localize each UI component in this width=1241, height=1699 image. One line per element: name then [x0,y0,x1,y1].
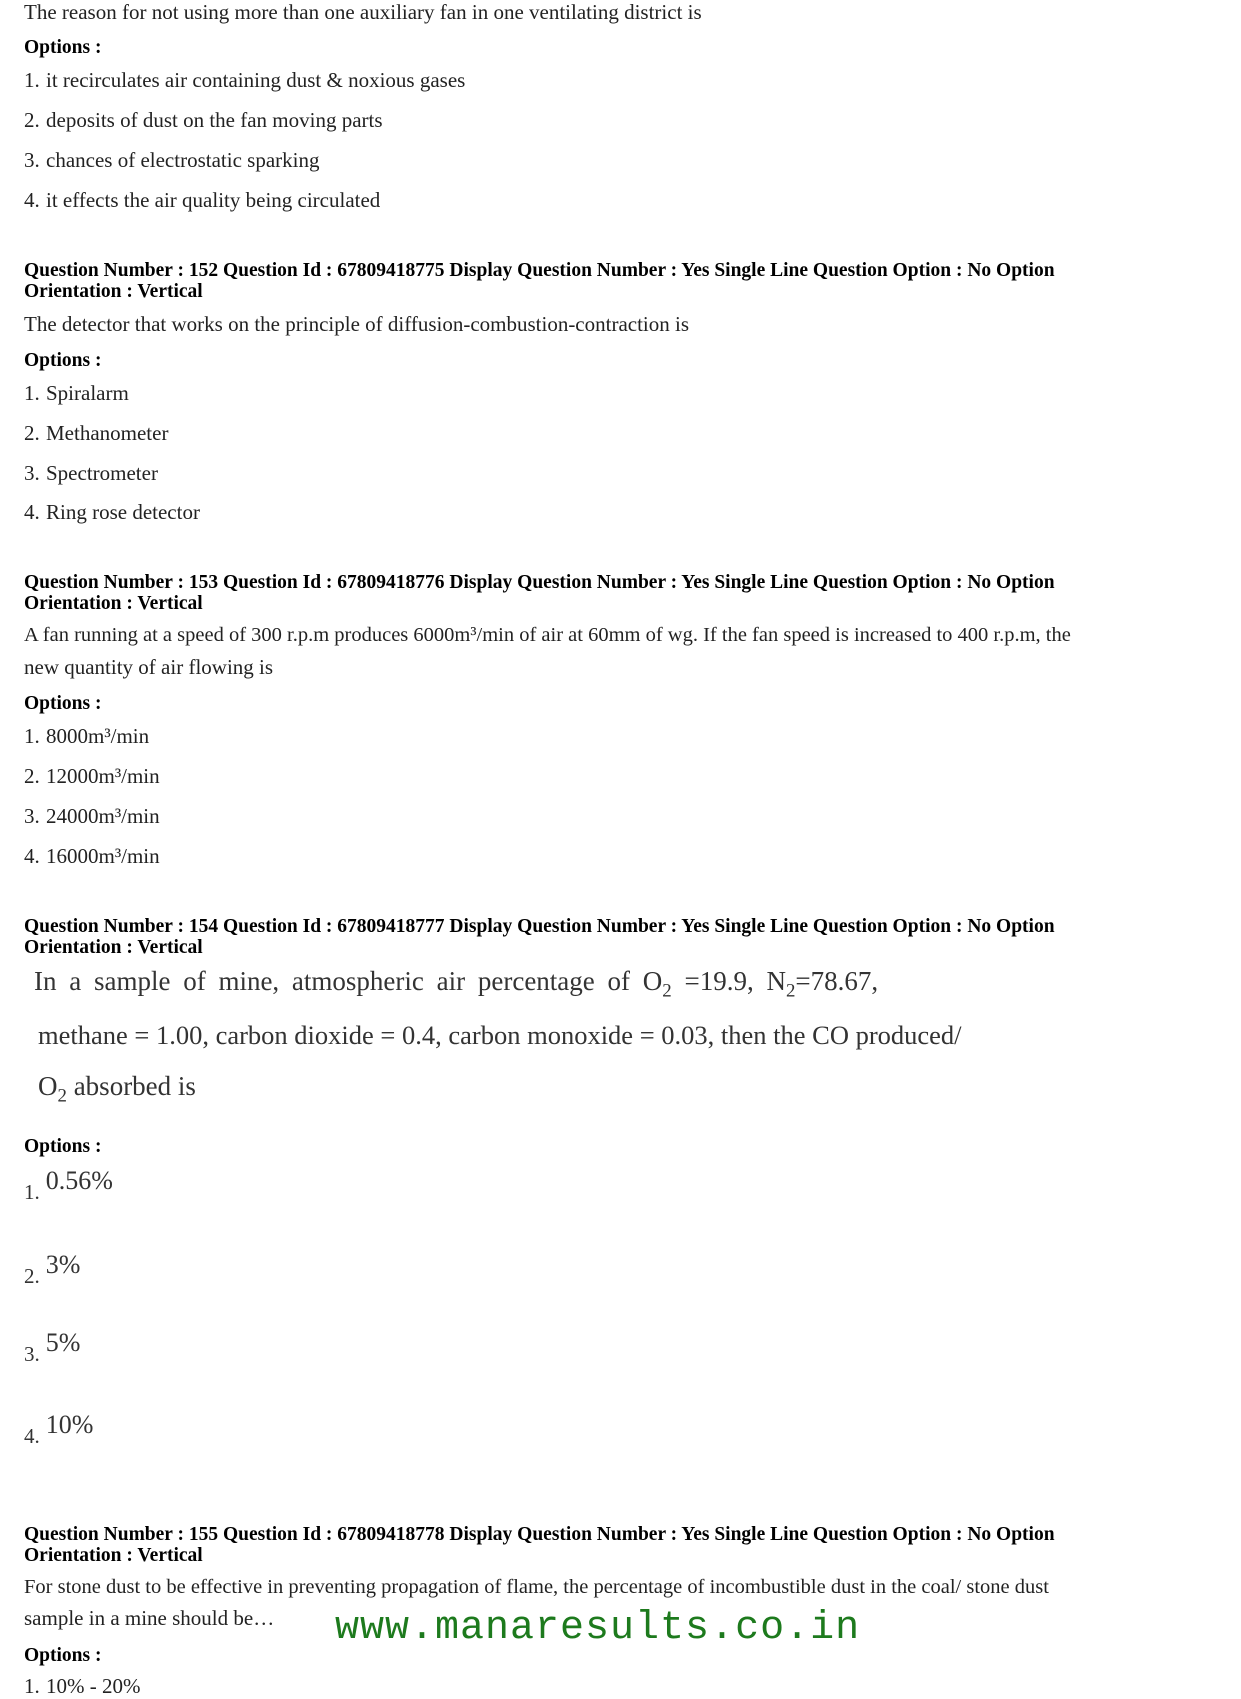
stem-text: =19.9, N [671,966,786,996]
stem-subscript: 2 [57,1085,67,1107]
q153-stem-line1: A fan running at a speed of 300 r.p.m produces 6000m³/min of air at 60mm of wg. If the fan speed is increased to 400 r.p.m, the [24,624,1071,646]
option-text: 16000m³/min [46,844,160,868]
q154-header [24,916,1214,958]
q151-option-2 [24,108,1214,133]
option-number: 3. [24,1342,40,1366]
q153-option-3 [24,804,1214,829]
option-text: it recirculates air containing dust & noxious gases [46,68,466,92]
option-number: 1. [24,68,40,92]
q154-options-label: Options : [24,1136,102,1157]
q153-option-2 [24,764,1214,789]
option-number: 3. [24,804,40,828]
option-text: Methanometer [46,421,169,445]
option-number: 2. [24,421,40,445]
stem-text: absorbed is [66,1071,196,1101]
q154-option-1 [24,1166,1214,1205]
q153-options-label: Options : [24,693,102,714]
option-number: 2. [24,1264,40,1288]
q154-stem-line2: methane = 1.00, carbon dioxide = 0.4, carbon monoxide = 0.03, then the CO produced/ [38,1020,962,1050]
stem-text: O [38,1071,58,1101]
option-text: deposits of dust on the fan moving parts [46,108,383,132]
option-number: 3. [24,148,40,172]
q155-stem-line1: For stone dust to be effective in preventing propagation of flame, the percentage of incombustible dust in the coal/ stone dust [24,1576,1049,1598]
q152-option-1 [24,381,1214,406]
q152-stem: The detector that works on the principle of diffusion-combustion-contraction is [24,312,690,336]
q154-option-4 [24,1410,1214,1449]
q153-option-4 [24,844,1214,869]
q153-option-1 [24,724,1214,749]
option-number: 4. [24,188,40,212]
option-text: 5% [45,1328,81,1357]
q154-stem-line3 [38,1071,1228,1107]
option-number: 1. [24,381,40,405]
stem-text: =78.67, [795,966,879,996]
q154-header-line1: Question Number : 154 Question Id : 67809418777 Display Question Number : Yes Single Line Question Option : No Option [24,916,1055,937]
option-text: 10% - 20% [46,1674,141,1698]
option-number: 4. [24,844,40,868]
q155-options-label: Options : [24,1645,102,1666]
q153-header [24,572,1214,614]
option-number: 2. [24,108,40,132]
q151-option-1 [24,68,1214,93]
option-text: 3% [45,1250,81,1279]
q152-option-3 [24,461,1214,486]
q151-stem: The reason for not using more than one auxiliary fan in one ventilating district is [24,0,702,24]
stem-subscript: 2 [785,980,796,1002]
q151-options-label: Options : [24,37,102,58]
q155-stem-line2: sample in a mine should be… [24,1606,275,1630]
q154-option-2 [24,1250,1214,1289]
q155-option-1 [24,1674,1214,1699]
q154-header-line2: Orientation : Vertical [24,937,203,958]
q153-stem-line2: new quantity of air flowing is [24,655,274,679]
q152-option-4 [24,500,1214,525]
option-number: 1. [24,724,40,748]
option-text: Spectrometer [46,461,158,485]
option-text: 24000m³/min [46,804,160,828]
q155-header-line2: Orientation : Vertical [24,1545,203,1566]
q152-option-2 [24,421,1214,446]
q152-options-label: Options : [24,350,102,371]
q152-header-line2: Orientation : Vertical [24,281,203,302]
option-number: 2. [24,764,40,788]
option-number: 3. [24,461,40,485]
q154-option-3 [24,1328,1214,1367]
option-number: 1. [24,1180,40,1204]
watermark-link[interactable]: www.manaresults.co.in [335,1606,861,1651]
option-text: Ring rose detector [46,500,200,524]
q152-header-line1: Question Number : 152 Question Id : 67809418775 Display Question Number : Yes Single Line Question Option : No Option [24,260,1055,281]
q152-header [24,260,1214,302]
q154-stem-line1 [34,966,1224,1002]
option-number: 4. [24,500,40,524]
stem-text: In a sample of mine, atmospheric air percentage of O [34,966,663,996]
q153-header-line1: Question Number : 153 Question Id : 67809418776 Display Question Number : Yes Single Line Question Option : No Option [24,572,1055,593]
stem-subscript: 2 [662,980,672,1002]
q151-option-3 [24,148,1214,173]
option-text: 0.56% [45,1166,113,1195]
q153-header-line2: Orientation : Vertical [24,593,203,614]
option-text: chances of electrostatic sparking [46,148,320,172]
q155-header [24,1524,1214,1566]
option-text: 10% [45,1410,94,1439]
option-text: 12000m³/min [46,764,160,788]
option-text: Spiralarm [46,381,129,405]
option-text: it effects the air quality being circulated [46,188,381,212]
option-number: 1. [24,1674,40,1698]
option-number: 4. [24,1424,40,1448]
q151-option-4 [24,188,1214,213]
q155-header-line1: Question Number : 155 Question Id : 67809418778 Display Question Number : Yes Single Line Question Option : No Option [24,1524,1055,1545]
option-text: 8000m³/min [46,724,150,748]
